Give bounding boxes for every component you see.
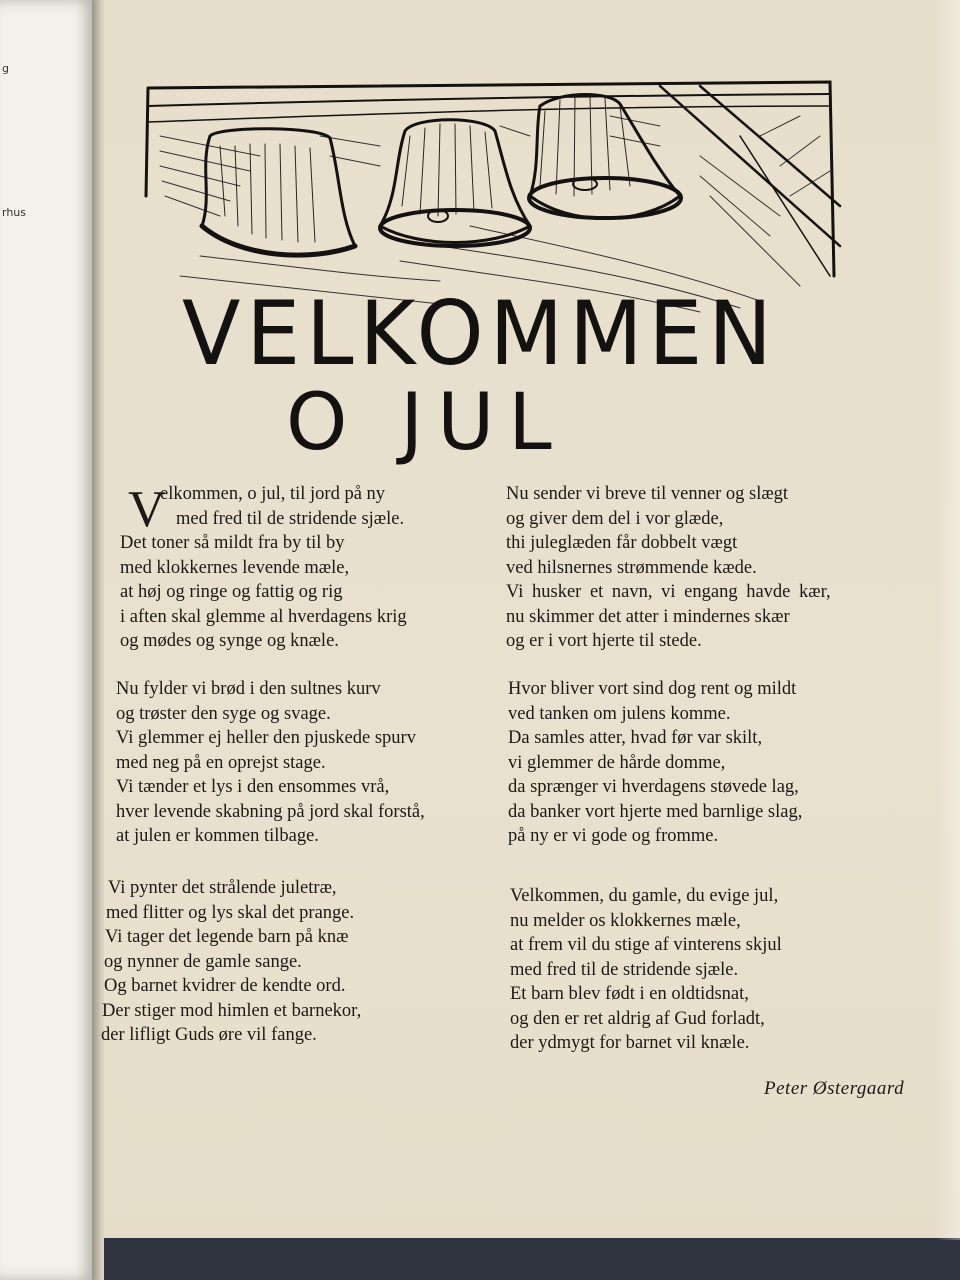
poem-line: med fred til de stridende sjæle. (176, 508, 405, 529)
poem-line: med fred til de stridende sjæle. (510, 959, 739, 980)
poem-line: at høj og ringe og fattig og rig (120, 582, 343, 602)
left-page-fragment: rhus (2, 206, 27, 219)
poem-line: thi juleglæden får dobbelt vægt (506, 533, 738, 553)
poem-line: Det toner så mildt fra by til by (120, 533, 345, 553)
poem-line: der lifligt Guds øre vil fange. (101, 1025, 317, 1045)
poem-line: og mødes og synge og knæle. (120, 631, 339, 651)
left-page-edge (0, 0, 96, 1280)
poem-line: og den er ret aldrig af Gud forladt, (510, 1008, 765, 1029)
poem-line: og giver dem del i vor glæde, (506, 508, 724, 529)
poem-line: Nu fylder vi brød i den sultnes kurv (116, 679, 381, 699)
poem-line: elkommen, o jul, til jord på ny (160, 484, 386, 504)
poem-line: Vi tager det legende barn på knæ (105, 927, 349, 947)
poem-line: Vi glemmer ej heller den pjuskede spurv (116, 728, 416, 748)
poem-stanza (101, 876, 362, 1048)
poem-stanza (508, 677, 802, 849)
poem-line: ved tanken om julens komme. (508, 703, 731, 724)
poem-line: at julen er kommen tilbage. (116, 826, 319, 846)
poem-line: Et barn blev født i en oldtidsnat, (510, 984, 749, 1004)
poem-line: med flitter og lys skal det prange. (106, 902, 355, 923)
drop-cap: V (128, 481, 166, 538)
poem-stanza (120, 531, 407, 654)
poem-line: med klokkernes levende mæle, (120, 557, 350, 578)
poem-stanza (510, 884, 782, 1056)
poem-line: Vi pynter det strålende juletræ, (108, 878, 337, 898)
poem-line: Vi tænder et lys i den ensommes vrå, (116, 777, 390, 797)
poem-line: med neg på en oprejst stage. (116, 752, 326, 773)
title-line-2: O JUL (286, 378, 566, 468)
poem-line: da banker vort hjerte med barnlige slag, (508, 801, 803, 822)
poem-line: at frem vil du stige af vinterens skjul (510, 935, 782, 955)
poem-line: der ydmygt for barnet vil knæle. (510, 1033, 750, 1053)
poem-line: Der stiger mod himlen et barnekor, (102, 1000, 362, 1021)
poem-line: nu melder os klokkernes mæle, (510, 910, 741, 931)
poem-stanza (506, 482, 831, 654)
poem-line: vi glemmer de hårde domme, (508, 752, 726, 773)
table-surface (104, 1238, 960, 1280)
poem-line: og er i vort hjerte til stede. (506, 631, 702, 651)
poem-line: og nynner de gamle sange. (104, 951, 302, 972)
title-line-1: VELKOMMEN (182, 282, 778, 385)
poem-author: Peter Østergaard (764, 1078, 905, 1099)
poem-line: Nu sender vi breve til venner og slægt (506, 484, 789, 504)
poem-stanza (160, 482, 404, 531)
page-edge-glare (936, 0, 960, 1240)
poem-line: hver levende skabning på jord skal forstå, (116, 801, 425, 822)
poem-line: og trøster den syge og svage. (116, 703, 331, 724)
poem-line: Hvor bliver vort sind dog rent og mildt (508, 679, 797, 699)
bells-illustration (140, 76, 850, 316)
poem-line: da sprænger vi hverdagens støvede lag, (508, 777, 799, 797)
poem-line: Velkommen, du gamle, du evige jul, (510, 886, 779, 906)
poem-line: Vi husker et navn, vi engang havde kær, (506, 582, 831, 602)
poem-line: Da samles atter, hvad før var skilt, (508, 728, 763, 748)
poem-line: ved hilsnernes strømmende kæde. (506, 557, 757, 578)
poem-line: i aften skal glemme al hverdagens krig (120, 606, 407, 627)
poem-stanza (116, 677, 425, 849)
poem-line: på ny er vi gode og fromme. (508, 826, 719, 846)
poem-line: Og barnet kvidrer de kendte ord. (104, 976, 346, 996)
poem-line: nu skimmer det atter i mindernes skær (506, 606, 790, 627)
left-page-fragment: g (2, 62, 9, 75)
